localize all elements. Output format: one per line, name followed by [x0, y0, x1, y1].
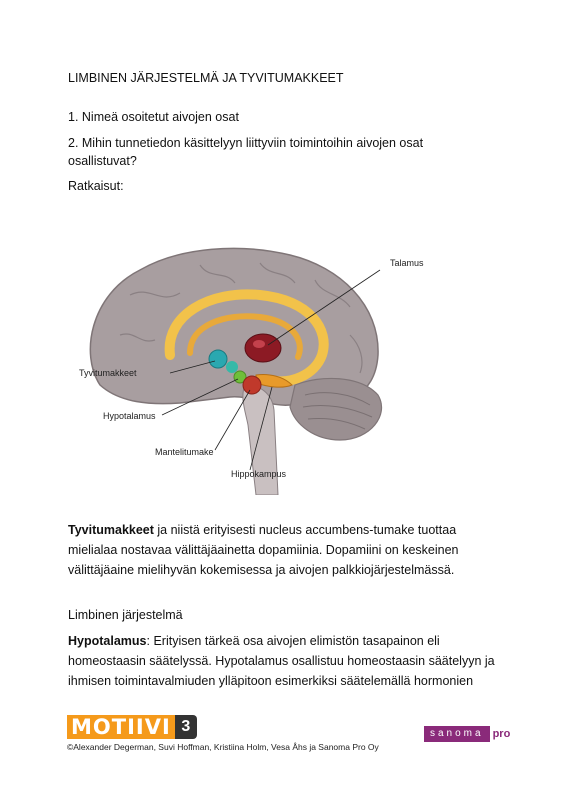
paragraph-line: [68, 631, 508, 651]
paragraph-line: välittäjäaine mielihyvän kokemisessa ja aivojen palkkiojärjestelmässä.: [68, 563, 455, 577]
sanoma-logo-brand: sanoma: [424, 726, 490, 742]
label-mantelitumake: Mantelitumake: [155, 447, 214, 457]
paragraph-hypotalamus: [68, 631, 508, 691]
question-2-line-1: 2. Mihin tunnetiedon käsittelyyn liittyviin toimintoihin aivojen osat: [68, 136, 424, 150]
sanoma-logo-suffix: pro: [492, 728, 511, 740]
paragraph-text: ja niistä erityisesti nucleus accumbens-tumake tuottaa: [153, 523, 457, 537]
label-hippokampus: Hippokampus: [231, 469, 287, 479]
question-2-line-2: osallistuvat?: [68, 154, 137, 168]
motiivi-logo-word: MOTIIVI: [67, 715, 175, 739]
motiivi-logo-number: 3: [175, 715, 197, 739]
sanoma-pro-logo: [424, 726, 510, 742]
paragraph-line: [68, 520, 508, 540]
paragraph-line: homeostaasin säätelyssä. Hypotalamus osallistuu homeostaasin säätelyyn ja: [68, 654, 495, 668]
copyright-footer: ©Alexander Degerman, Suvi Hoffman, Kristiina Holm, Vesa Åhs ja Sanoma Pro Oy: [67, 742, 379, 752]
thalamus-shape: [245, 334, 281, 362]
amygdala-shape: [243, 376, 261, 394]
term-hypotalamus: Hypotalamus: [68, 634, 147, 648]
cerebellum-shape: [290, 378, 382, 440]
question-1: 1. Nimeä osoitetut aivojen osat: [68, 110, 239, 124]
label-hypotalamus: Hypotalamus: [103, 411, 156, 421]
term-tyvitumakkeet: Tyvitumakkeet: [68, 523, 154, 537]
brain-illustration: [60, 235, 420, 495]
solutions-heading: Ratkaisut:: [68, 179, 124, 193]
basal-ganglia-shape-2: [226, 361, 238, 373]
label-talamus: Talamus: [390, 258, 424, 268]
thalamus-highlight: [253, 340, 265, 348]
paragraph-line: mielialaa nostavaa välittäjäainetta dopamiinia. Dopamiini on keskeinen: [68, 543, 459, 557]
paragraph-tyvitumakkeet: [68, 520, 508, 580]
label-tyvitumakkeet: Tyvitumakkeet: [79, 368, 137, 378]
basal-ganglia-shape: [209, 350, 227, 368]
section-heading-limbinen: Limbinen järjestelmä: [68, 608, 183, 622]
pointer-mantelitumake: [215, 390, 250, 450]
paragraph-text: : Erityisen tärkeä osa aivojen elimistön tasapainon eli: [146, 634, 440, 648]
document-title: LIMBINEN JÄRJESTELMÄ JA TYVITUMAKKEET: [68, 71, 344, 85]
motiivi-logo: [67, 715, 197, 739]
paragraph-line: ihmisen toimintavalmiuden ylläpitoon esimerkiksi säätelemällä hormonien: [68, 674, 474, 688]
